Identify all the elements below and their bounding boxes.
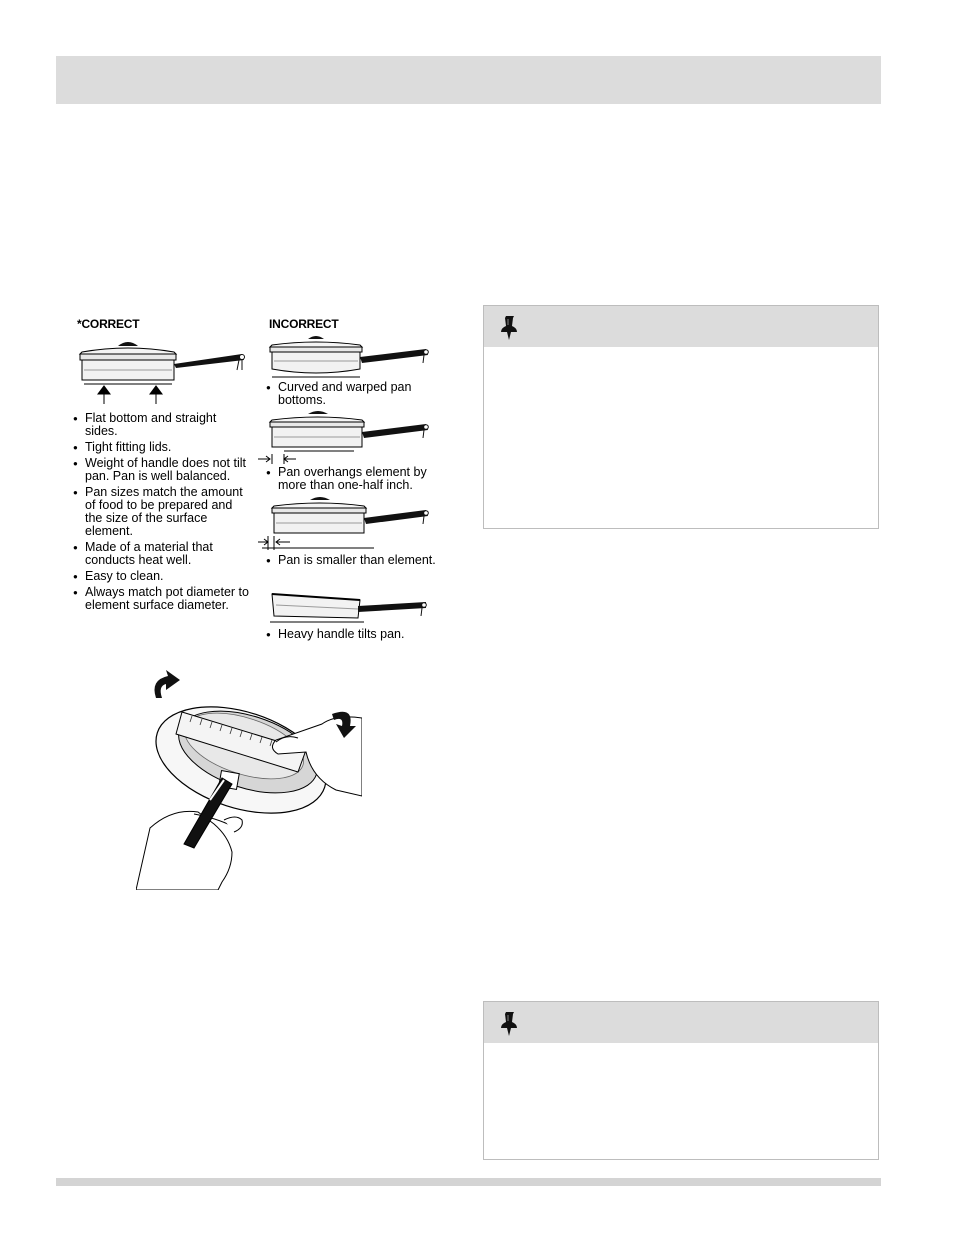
note-header (484, 306, 878, 347)
list-item: ● Pan sizes match the amount of food to be prepared and the size of the surface element. (73, 486, 251, 538)
overhang-pan-illustration (258, 408, 436, 466)
correct-heading: *CORRECT (77, 317, 140, 331)
warped-pan-illustration (266, 333, 436, 381)
incorrect-item: ● Pan overhangs element by more than one-half inch. (266, 466, 450, 492)
note-box (483, 305, 879, 529)
correct-pan-illustration (66, 336, 250, 406)
pushpin-icon (498, 1010, 520, 1038)
footer-bar (56, 1178, 881, 1186)
pushpin-icon (498, 314, 520, 342)
pan-flatness-test-illustration (136, 668, 362, 890)
list-item: ● Easy to clean. (73, 570, 251, 583)
tilted-pan-illustration (266, 588, 436, 628)
arrow-up-icon (98, 386, 162, 404)
correct-list (73, 412, 251, 612)
list-item: ● Weight of handle does not tilt pan. Pan is well balanced. (73, 457, 251, 483)
list-item: ● Tight fitting lids. (73, 441, 251, 454)
incorrect-item: ● Curved and warped pan bottoms. (266, 381, 448, 407)
note-header (484, 1002, 878, 1043)
small-pan-illustration (256, 494, 436, 552)
incorrect-item: ● Heavy handle tilts pan. (266, 628, 448, 641)
list-item: ● Always match pot diameter to element surface diameter. (73, 586, 251, 612)
note-box (483, 1001, 879, 1160)
header-bar (56, 56, 881, 104)
incorrect-heading: INCORRECT (269, 317, 339, 331)
list-item: ● Made of a material that conducts heat well. (73, 541, 251, 567)
list-item: ● Flat bottom and straight sides. (73, 412, 251, 438)
incorrect-item: ● Pan is smaller than element. (266, 554, 448, 567)
